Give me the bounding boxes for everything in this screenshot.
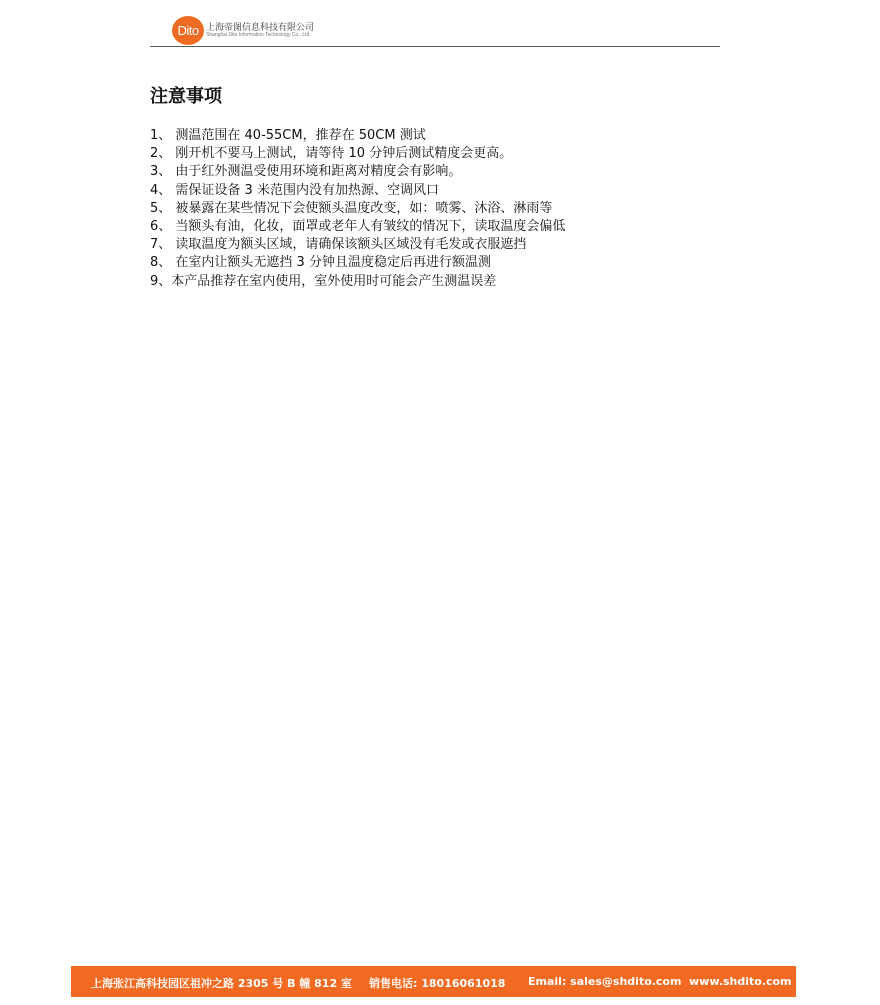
note-item: 5、 被暴露在某些情况下会使额头温度改变，如：喷雾、沐浴、淋雨等 (150, 200, 553, 216)
page-header (150, 0, 720, 47)
note-item: 4、 需保证设备 3 米范围内没有加热源、空调风口 (150, 182, 439, 198)
page-footer (71, 966, 796, 997)
note-item: 3、 由于红外测温受使用环境和距离对精度会有影响。 (150, 164, 462, 180)
note-item: 9、本产品推荐在室内使用，室外使用时可能会产生测温误差 (150, 273, 497, 289)
note-item: 7、 读取温度为额头区域，请确保该额头区域没有毛发或衣服遮挡 (150, 237, 527, 253)
note-item: 2、 刚开机不要马上测试，请等待 10 分钟后测试精度会更高。 (150, 146, 513, 162)
page-title: 注意事项 (150, 86, 222, 107)
logo-text: Dito (177, 23, 199, 38)
footer-website: www.shdito.com (689, 975, 792, 988)
footer-address: 上海张江高科技园区祖冲之路 2305 号 B 幢 812 室 (91, 977, 352, 990)
footer-email: Email: sales@shdito.com (528, 975, 682, 988)
footer-phone: 销售电话: 18016061018 (369, 977, 506, 990)
company-logo (172, 16, 204, 45)
company-name-cn: 上海帝图信息科技有限公司 (206, 23, 315, 33)
company-name-en: Shanghai Dito Information Technology Co., Ltd (206, 32, 310, 38)
note-item: 6、 当额头有油，化妆，面罩或老年人有皱纹的情况下，读取温度会偏低 (150, 219, 566, 235)
notes-list (150, 127, 710, 291)
note-item: 1、 测温范围在 40-55CM，推荐在 50CM 测试 (150, 128, 426, 143)
note-item: 8、 在室内让额头无遮挡 3 分钟且温度稳定后再进行额温测 (150, 255, 491, 271)
